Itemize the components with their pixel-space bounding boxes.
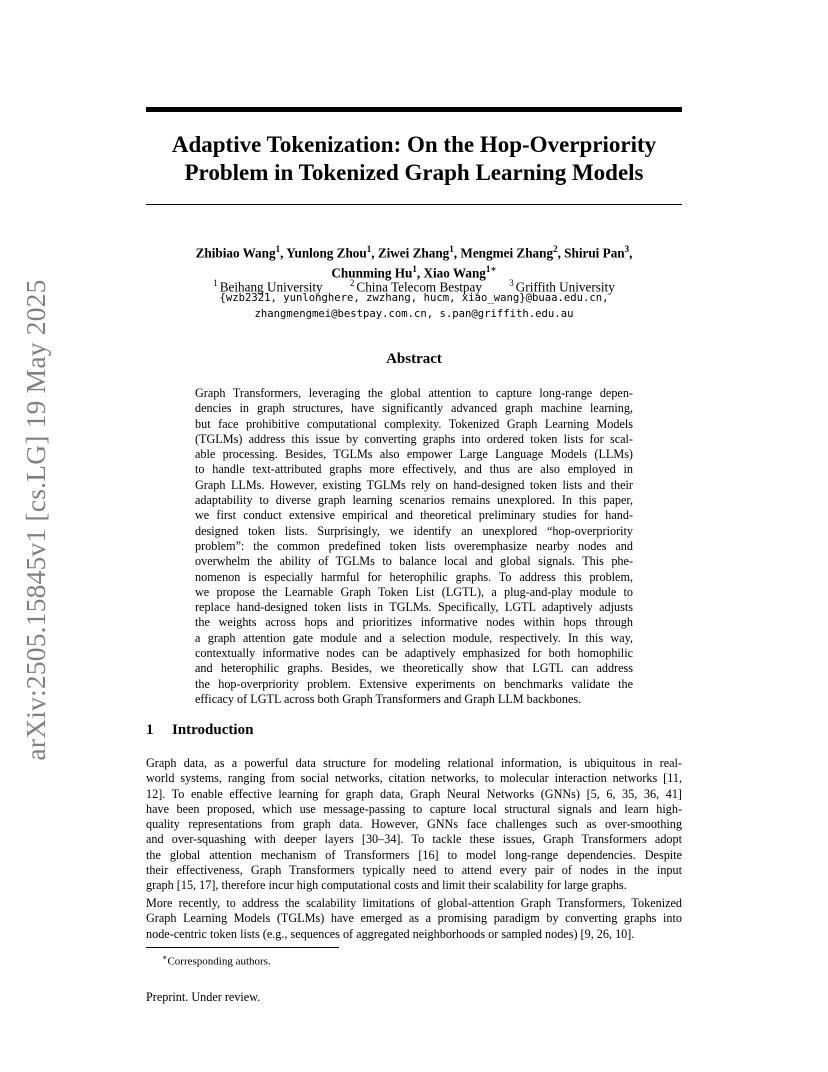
abstract-line: efficacy of LGTL across both Graph Transformers and Graph LLM backbones. [195,691,582,706]
author-name: Mengmei Zhang [460,245,554,261]
abstract-line: but face prohibitive computational complexity. Tokenized Graph Learning Models [195,416,633,431]
abstract-line: designed token lists. Surprisingly, we identify an unexplored “hop-overpriority [195,523,633,538]
arxiv-identifier-text: arXiv:2505.15845v1 [cs.LG] 19 May 2025 [20,279,51,761]
author-affiliation-mark: 1 [366,244,372,254]
abstract-line: overwhelm the ability of TGLMs to balance local and global signals. This phe- [195,554,633,569]
intro-paragraph-2 [146,896,682,942]
abstract-line: Graph Transformers, leveraging the global attention to capture long-range depen- [195,386,633,400]
abstract-text [195,386,633,707]
abstract-line: and heterophilic graphs. Besides, we theoretically show that LGTL can address [195,661,633,676]
title-bottom-rule [146,204,682,205]
intro-line: 12]. To enable effective learning for graph data, Graph Neural Networks (GNNs) [5, 6, 35, 36, 41] [146,786,682,801]
intro-line: quality representations from graph data. However, GNNs face challenges such as over-smoothing [146,817,682,832]
footnote-text: Corresponding authors. [167,955,271,968]
abstract-line: able processing. Besides, TGLMs also empower Large Language Models (LLMs) [195,447,633,462]
paper-title [146,131,682,187]
author-list: Zhibiao Wang$^1$, Yunlong Zhou$^1$, Ziwei Zhang$^1$, Mengmei Zhang$^2$, Shirui Pan$^3$, Chunming Hu$^1$, Xiao Wang$^{1∗}$ [195,244,633,281]
author-name: Xiao Wang [423,265,486,281]
intro-line: Graph Learning Models (TGLMs) have emerged as a promising paradigm by converting graphs into [146,911,682,926]
abstract-line: replace hand-designed token lists in TGLMs. Specifically, LGTL adaptively adjusts [195,600,633,615]
affiliation-mark: 3 [509,278,514,288]
paper-title-line: Adaptive Tokenization: On the Hop-Overpriority [171,132,657,157]
section-number: 1 [146,722,154,738]
abstract-line: the weights across hops and prioritizes informative nodes within hops through [195,615,633,630]
intro-line: the global attention mechanism of Transformers [16] to model long-range dependencies. Despite [146,847,682,862]
affiliation-name: China Telecom Bestpay [356,279,482,295]
affiliation-mark: 1 [213,278,218,288]
author-affiliation-mark: 2 [553,244,558,254]
author-affiliation-mark: 1∗ [485,264,497,275]
abstract-line: the hop-overpriority problem. Extensive experiments on benchmarks validate the [195,676,633,691]
intro-line: Graph data, as a powerful data structure for modeling relational information, is ubiquitous in real- [146,756,682,770]
author-affiliation-mark: 1 [412,264,417,275]
arxiv-identifier [14,270,58,770]
abstract-line: contextually informative nodes can be adaptively emphasized for both homophilic [195,646,633,661]
author-name: Yunlong Zhou [286,245,367,261]
intro-paragraph-1 [146,756,682,894]
title-top-rule [146,107,682,112]
intro-line: have been proposed, which use message-passing to capture local structural signals and learn high- [146,801,682,816]
email-line[interactable]: {wzb2321, yunlonghere, zwzhang, hucm, xiao_wang}@buaa.edu.cn, [219,292,609,304]
section-title: Introduction [172,722,254,738]
abstract-line: to handle text-attributed graphs more effectively, and thus are also employed in [195,462,633,477]
author-name: Shirui Pan [564,245,625,261]
section-heading-introduction [146,722,253,739]
abstract-line: (TGLMs) address this issue by converting graphs into ordered token lists for scal- [195,431,633,446]
abstract-line: dencies in graph structures, have significantly advanced graph machine learning, [195,401,633,416]
abstract-line: problem”: the common predefined token lists overemphasize nearby nodes and [195,538,633,553]
intro-line: their effectiveness, Graph Transformers typically need to attend every pair of nodes in the input [146,863,682,878]
intro-line: world systems, ranging from social networks, citation networks, to molecular interaction networks [11, [146,771,682,786]
abstract-line: we propose the Learnable Graph Token List (LGTL), a plug-and-play module to [195,584,633,599]
author-name: Ziwei Zhang [377,245,450,261]
affiliation-name: Griffith University [515,279,615,295]
author-name: Chunming Hu [331,265,413,281]
author-name: Zhibiao Wang [195,245,276,261]
footnote-rule [146,947,339,948]
affiliation-name: Beihang University [219,279,323,295]
email-line[interactable]: zhangmengmei@bestpay.com.cn, s.pan@griffith.edu.au [254,308,574,320]
abstract-line: a graph attention gate module and a selection module, respectively. In this way, [195,630,633,645]
paper-title-line: Problem in Tokenized Graph Learning Models [184,160,644,185]
abstract-heading: Abstract [386,351,442,367]
intro-line: More recently, to address the scalability limitations of global-attention Graph Transformers, Tokenized [146,896,682,910]
intro-line: node-centric token lists (e.g., sequences of aggregated neighborhoods or sampled nodes) [9, 26, 10]. [146,926,635,941]
abstract-line: nomenon is especially harmful for heterophilic graphs. To address this problem, [195,569,633,584]
footnote [162,951,271,969]
intro-line: graph [15, 17], therefore incur high computational costs and limit their scalability for large graphs. [146,878,627,893]
author-affiliation-mark: 1 [449,244,454,254]
abstract-line: adaptability to diverse graph learning scenarios remains unexplored. In this paper, [195,493,633,508]
footnote-mark: ∗ [162,953,168,962]
intro-line: and over-squashing with deeper layers [30–34]. To tackle these issues, Graph Transformers adopt [146,832,682,847]
abstract-line: Graph LLMs. However, existing TGLMs rely on hand-designed token lists and their [195,477,633,492]
preprint-notice: Preprint. Under review. [146,990,261,1004]
abstract-line: we first conduct extensive empirical and theoretical preliminary studies for hand- [195,508,633,523]
affiliation-mark: 2 [349,278,355,288]
author-affiliation-mark: 3 [624,244,630,254]
author-affiliation-mark: 1 [275,244,281,254]
author-emails [146,290,682,322]
